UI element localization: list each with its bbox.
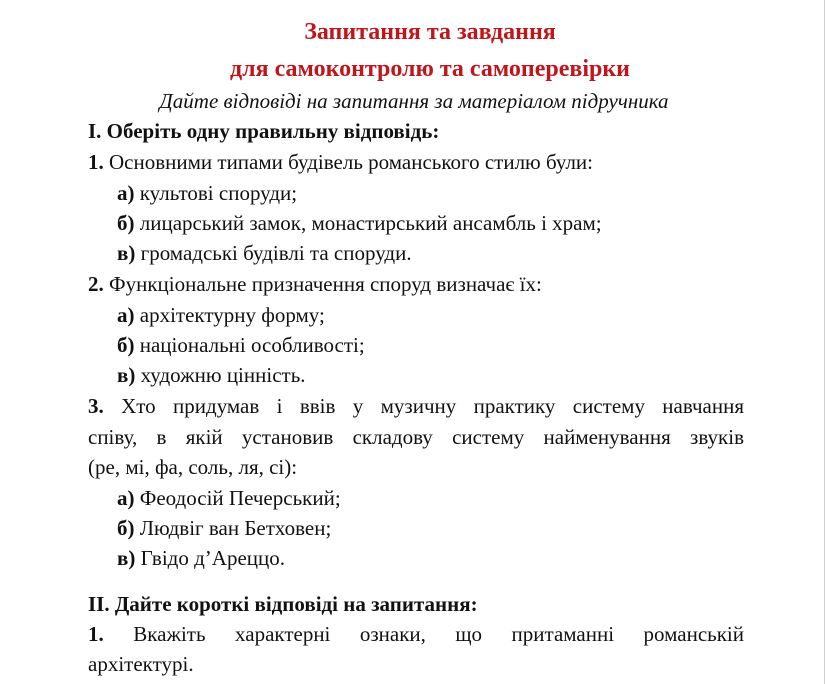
option-text: громадські будівлі та споруди.: [140, 241, 412, 265]
option-2c: [117, 362, 306, 388]
question-number: 1.: [88, 150, 104, 174]
option-letter: б): [117, 333, 135, 357]
section-1-heading: I. Оберіть одну правильну відповідь:: [88, 119, 440, 143]
question-3-line-2: співу, в якій установив складову систему найменування звуків: [88, 425, 744, 449]
option-text: архітектурну форму;: [139, 303, 325, 327]
option-3c: [117, 545, 285, 571]
option-2a: [117, 302, 325, 328]
question-3-line-3: (ре, мі, фа, соль, ля, сі):: [88, 455, 298, 479]
option-3b: [117, 515, 331, 541]
option-text: культові споруди;: [139, 181, 298, 205]
title-line-2: для самоконтролю та самоперевірки: [230, 56, 630, 82]
option-letter: а): [117, 303, 135, 327]
question-2: [88, 271, 542, 297]
option-letter: в): [117, 363, 136, 387]
option-1c: [117, 240, 412, 266]
question-1: [88, 149, 593, 175]
section-2-heading: II. Дайте короткі відповіді на запитання:: [88, 592, 478, 616]
question-text: Вкажіть характерні ознаки, що притаманні романській: [133, 622, 745, 646]
option-1b: [117, 210, 602, 236]
question-number: 1.: [88, 622, 104, 646]
option-1a: [117, 180, 297, 206]
option-text: національні особливості;: [139, 333, 365, 357]
option-letter: а): [117, 181, 135, 205]
option-text: художню цінність.: [140, 363, 306, 387]
option-text: Гвідо д’Ареццо.: [140, 546, 286, 570]
section-2-question-1-line-2: архітектурі.: [88, 652, 194, 676]
question-text: Основними типами будівель романського стилю були:: [109, 150, 593, 174]
option-2b: [117, 332, 365, 358]
question-number: 3.: [88, 394, 104, 418]
option-letter: в): [117, 546, 136, 570]
section-2-question-1-line-1: [88, 621, 744, 647]
option-letter: б): [117, 211, 135, 235]
question-number: 2.: [88, 272, 104, 296]
option-text: Феодосій Печерський;: [139, 486, 341, 510]
question-text: Функціональне призначення споруд визначає їх:: [109, 272, 542, 296]
title-line-1: Запитання та завдання: [304, 19, 556, 45]
option-text: Людвіг ван Бетховен;: [139, 516, 332, 540]
subtitle: Дайте відповіді на запитання за матеріалом підручника: [159, 89, 669, 113]
option-text: лицарський замок, монастирський ансамбль і храм;: [139, 211, 602, 235]
question-text: Хто придумав і ввів у музичну практику систему навчання: [121, 394, 744, 418]
option-letter: а): [117, 486, 135, 510]
option-3a: [117, 485, 341, 511]
question-3-line-1: [88, 393, 744, 419]
option-letter: б): [117, 516, 135, 540]
option-letter: в): [117, 241, 136, 265]
